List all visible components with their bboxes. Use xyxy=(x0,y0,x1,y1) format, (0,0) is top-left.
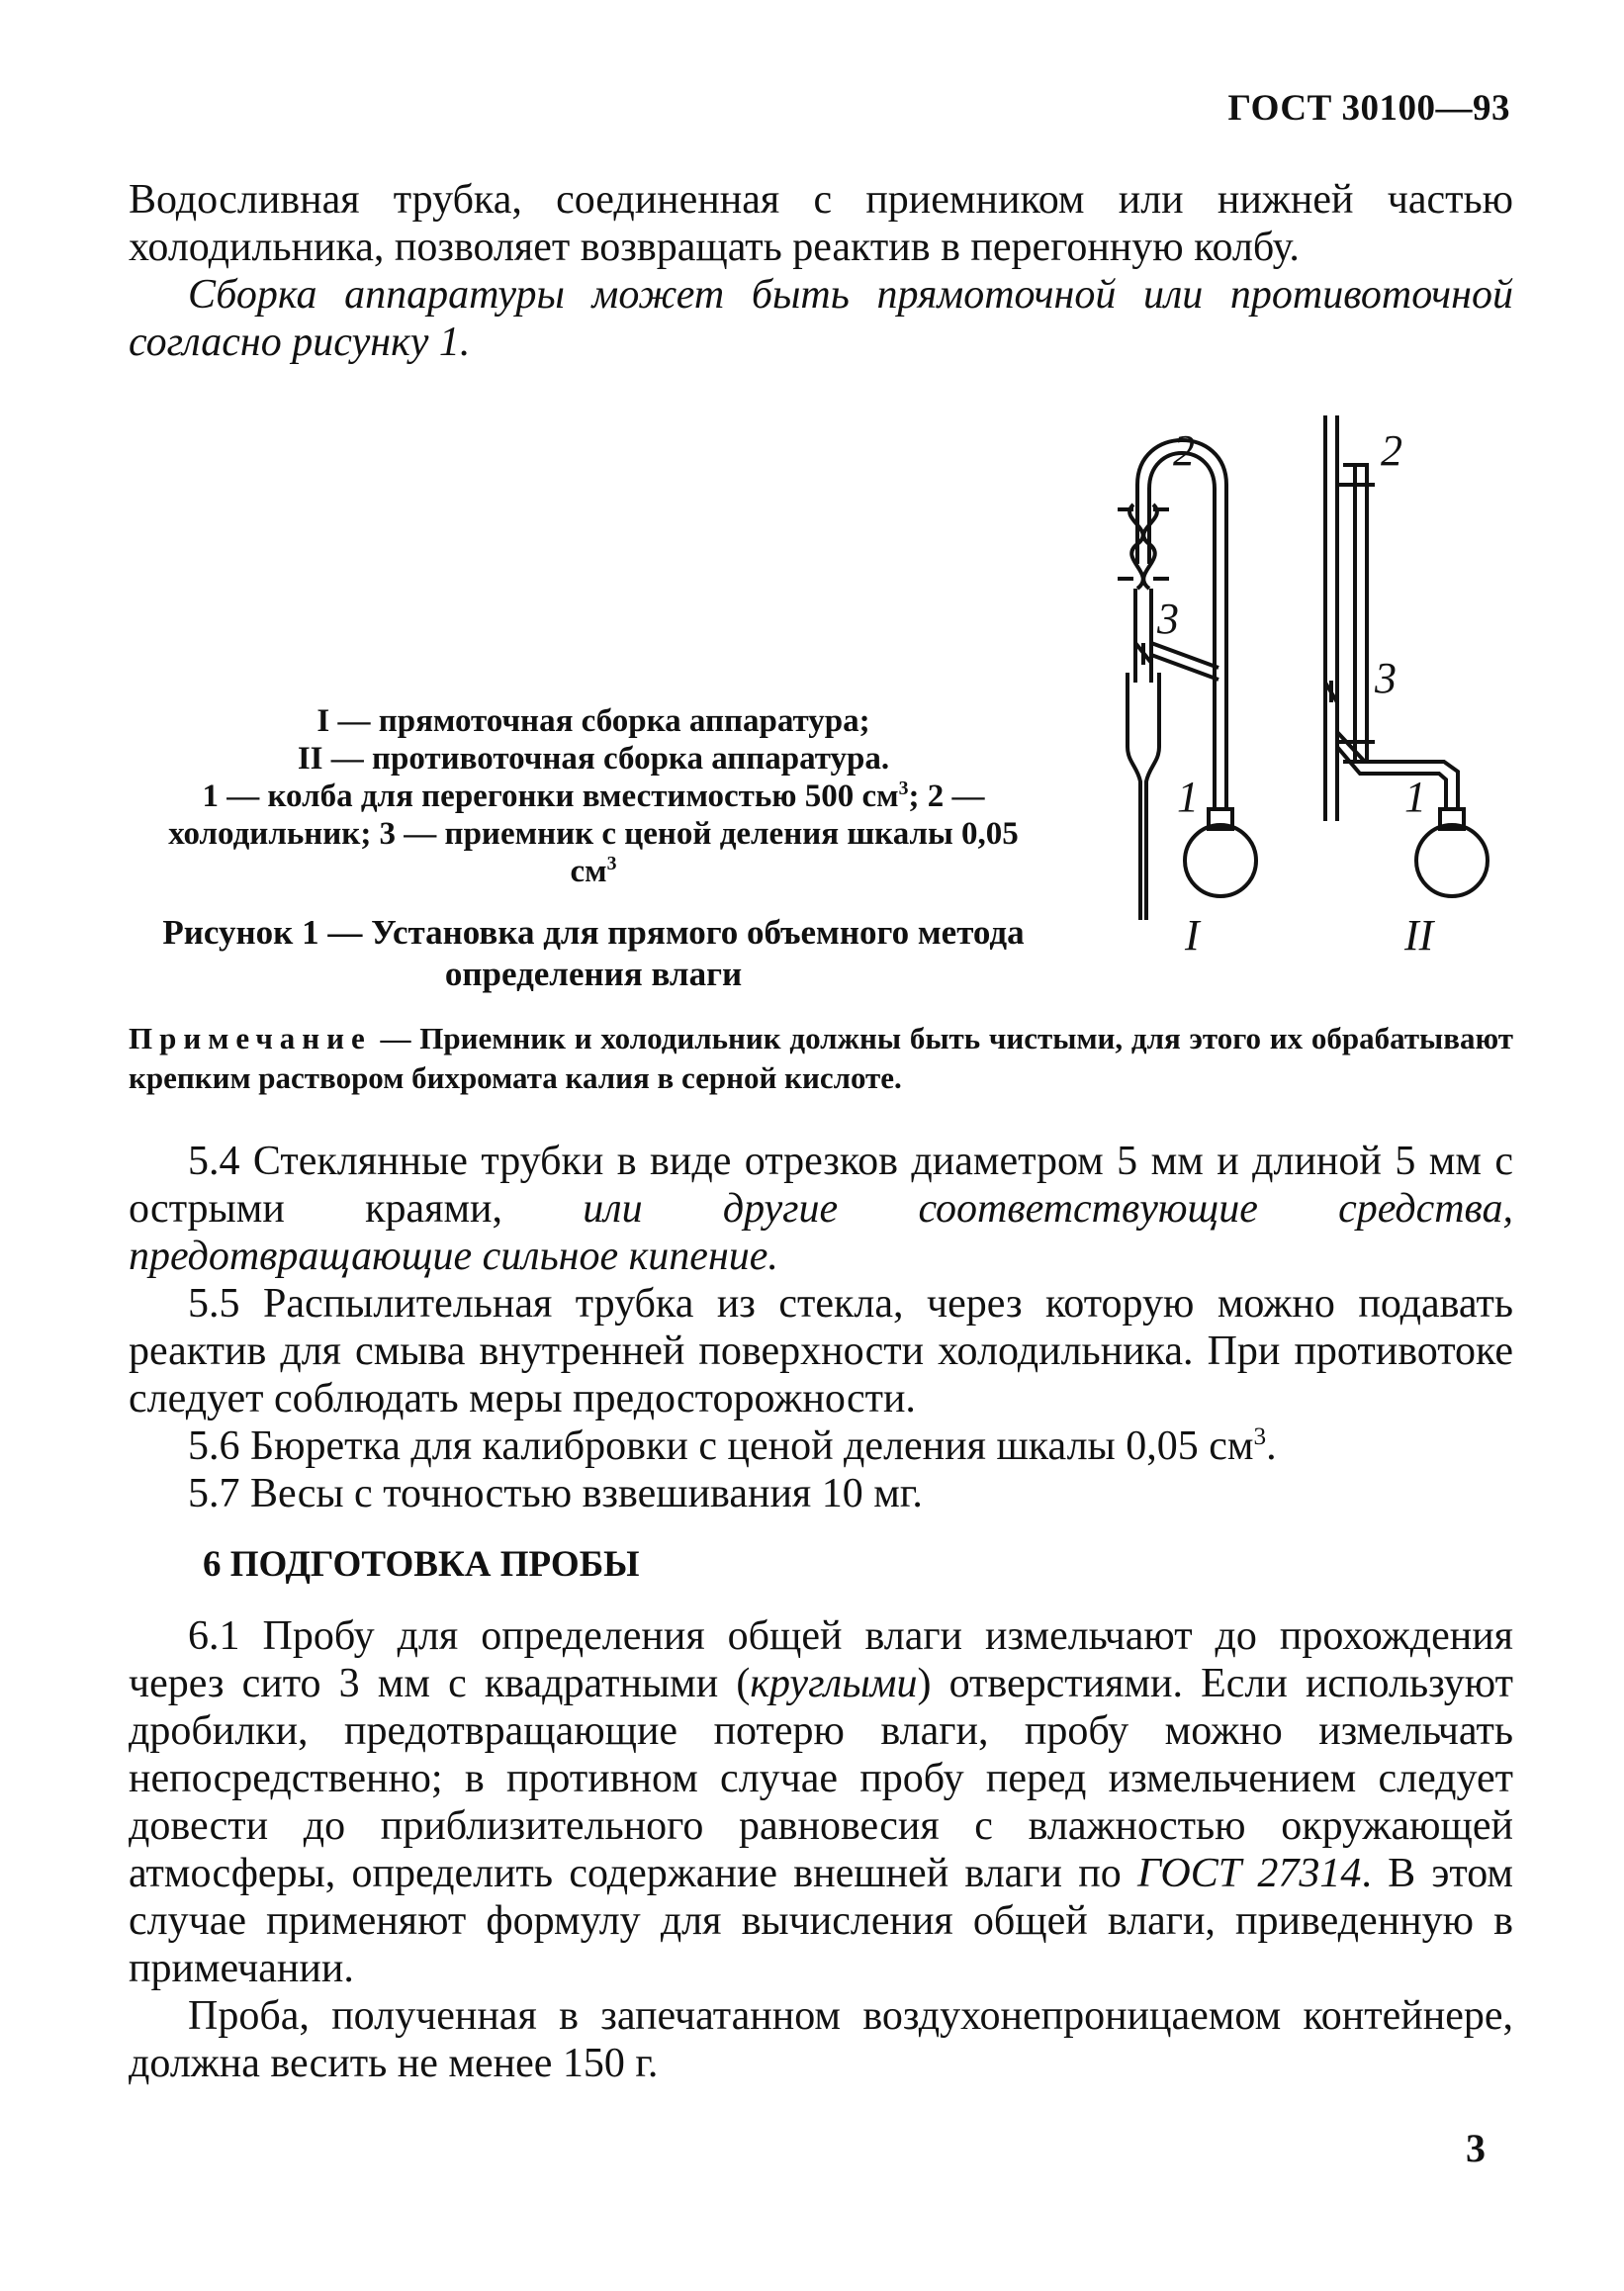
item-5-5: 5.5 Распылительная трубка из стекла, через которую можно подавать реактив для смыва внутренней поверхности холодильника. При противотоке следует соблюдать меры предосторожности. xyxy=(129,1281,1513,1421)
paragraph-6-1 xyxy=(129,1612,1513,1992)
legend-text-3a: 1 — колба для перегонки вместимостью 500 см xyxy=(202,779,899,814)
p61-italic-2: ГОСТ 27314 xyxy=(1137,1851,1362,1896)
section-6-body xyxy=(129,1612,1513,2087)
fig-label-2-right: 2 xyxy=(1381,426,1402,475)
fig-roman-2: II xyxy=(1404,911,1434,960)
legend-line-3 xyxy=(148,778,1038,890)
legend-line-1: I — прямоточная сборка аппаратура; xyxy=(316,703,870,739)
fig-roman-1: I xyxy=(1185,911,1200,960)
legend-line-2: II — противоточная сборка аппаратура. xyxy=(297,741,890,777)
p61-part-b: ) отверстиями. Если используют дробилки, предотвращающие потерю влаги, пробу можно измельчать непосредственно; в противном случае пробу перед измельчением следует довести до приблизительного равновесия с влажностью окружающей атмосферы, определить содержание внешней влаги по xyxy=(129,1661,1513,1896)
legend-sup-1: 3 xyxy=(898,778,909,799)
item-5-6-text: 5.6 Бюретка для калибровки с ценой деления шкалы 0,05 см xyxy=(188,1423,1254,1469)
legend-text-3b: ; 2 — холодильник; 3 — приемник с ценой деления шкалы 0,05 см xyxy=(168,779,1019,889)
page-number: 3 xyxy=(1466,2126,1486,2170)
standard-code-header: ГОСТ 30100—93 xyxy=(1227,88,1510,129)
item-5-6 xyxy=(129,1422,1513,1470)
p61-italic-1: круглыми xyxy=(750,1661,918,1706)
note-block xyxy=(129,1019,1513,1098)
apparatus-figure xyxy=(1078,406,1493,960)
fig-label-3-right: 3 xyxy=(1375,654,1397,702)
legend-sup-2: 3 xyxy=(606,853,617,874)
item-5-7: 5.7 Весы с точностью взвешивания 10 мг. xyxy=(188,1471,923,1516)
paragraph-6-2: Проба, полученная в запечатанном воздухонепроницаемом контейнере, должна весить не менее 150 г. xyxy=(129,1993,1513,2086)
p61-part-a: 6.1 Пробу для определения общей влаги измельчают до прохождения через сито 3 мм с квадратными ( xyxy=(129,1613,1513,1706)
fig-label-3-left: 3 xyxy=(1157,595,1179,643)
note-label: Примечание xyxy=(129,1021,372,1055)
item-5-4-italic: или другие соответствующие средства, предотвращающие сильное кипение. xyxy=(129,1186,1513,1279)
item-5-4 xyxy=(129,1138,1513,1280)
figure-legend xyxy=(148,702,1038,890)
p61-part-c: . В этом случае применяют формулу для вычисления общей влаги, приведенную в примечании. xyxy=(129,1851,1513,1991)
item-5-6-end: . xyxy=(1266,1423,1277,1469)
intro-block xyxy=(129,176,1513,366)
item-5-4-text: 5.4 Стеклянные трубки в виде отрезков диаметром 5 мм и длиной 5 мм с острыми краями, xyxy=(129,1139,1513,1232)
note-text: — Приемник и холодильник должны быть чистыми, для этого их обрабатывают крепким раствором бихромата калия в серной кислоте. xyxy=(129,1021,1513,1095)
fig-label-1-left: 1 xyxy=(1177,773,1199,821)
items-block xyxy=(129,1138,1513,1517)
fig-label-2-left: 2 xyxy=(1173,426,1195,475)
intro-paragraph-2: Сборка аппаратуры может быть прямоточной или противоточной согласно рисунку 1. xyxy=(129,272,1513,365)
intro-paragraph-1: Водосливная трубка, соединенная с приемником или нижней частью холодильника, позволяет возвращать реактив в перегонную колбу. xyxy=(129,177,1513,270)
figure-title: Рисунок 1 — Установка для прямого объемного метода определения влаги xyxy=(162,913,1025,993)
fig-label-1-right: 1 xyxy=(1404,773,1426,821)
section-6-heading: 6 ПОДГОТОВКА ПРОБЫ xyxy=(203,1544,640,1585)
item-5-6-sup: 3 xyxy=(1253,1423,1267,1450)
